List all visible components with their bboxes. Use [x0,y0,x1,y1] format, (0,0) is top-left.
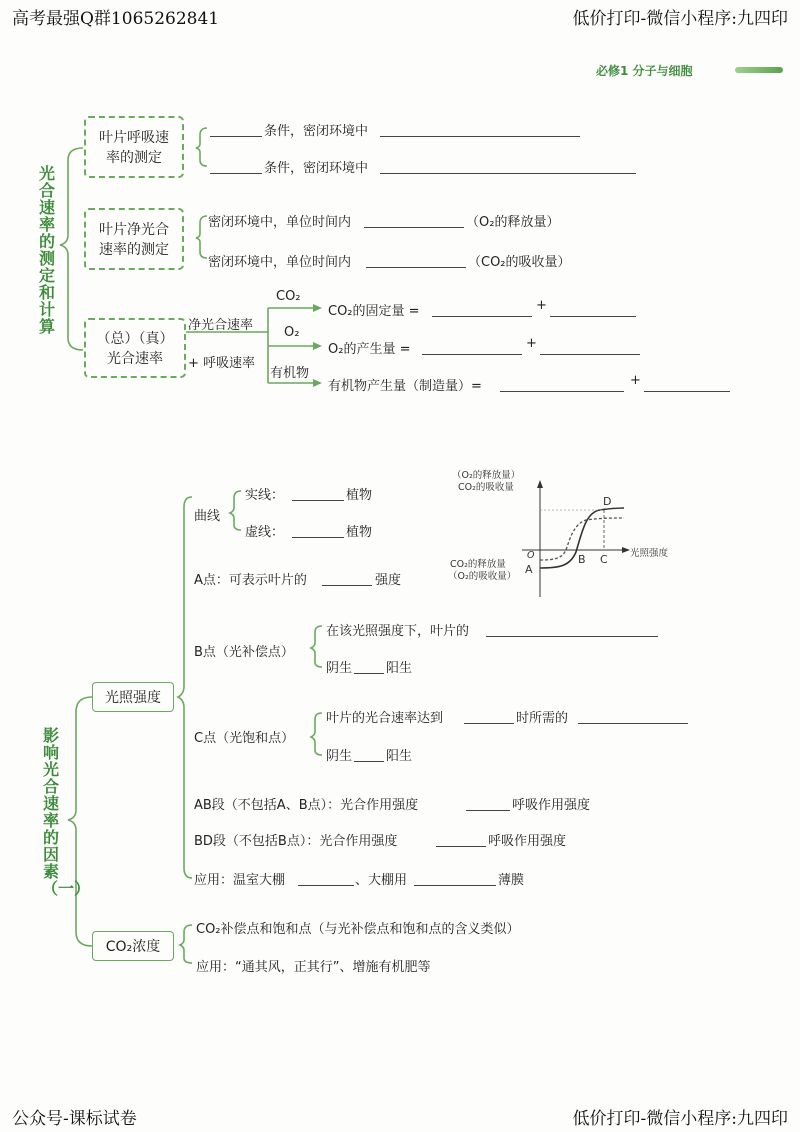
plus: + [630,373,641,388]
resp-line-1: 条件，密闭环境中 [264,124,369,139]
net-line-1: 密闭环境中，单位时间内 [208,215,352,230]
curve-label: 曲线 [194,509,221,524]
co2-line-1: CO₂补偿点和饱和点（与光补偿点和饱和点的含义类似） [196,922,520,937]
c-shade: 阴生 [326,749,353,764]
branch-o2: O₂ [284,325,300,340]
book-tag: 必修1 分子与细胞 [596,64,693,78]
ab-segment-suffix: 呼吸作用强度 [512,798,591,813]
total-rate-box: （总）（真） 光合速率 [84,318,186,378]
application-mid: 、大棚用 [355,873,408,888]
chart-origin: O [527,550,535,561]
footer-right: 低价打印-微信小程序:九四印 [572,1109,788,1129]
section1-title: 光合速率的测定和计算 [38,164,55,336]
chart-point-b: B [578,553,586,566]
result-co2: CO₂的固定量 = [328,304,420,319]
section2-title: 影响光合速率的因素（一） [42,726,91,898]
branch-organic: 有机物 [270,366,310,381]
footer-left: 公众号-课标试卷 [12,1109,137,1129]
c-line-1: 叶片的光合速率达到 [326,711,444,726]
ab-segment: AB段（不包括A、B点）：光合作用强度 [194,798,419,813]
dashed-line-label: 虚线： [245,525,285,540]
co2-line-2: 应用：“通其风，正其行”、增施有机肥等 [196,960,431,975]
chart-y-top-1: （O₂的释放量） [452,470,521,481]
application-suffix: 薄膜 [498,873,525,888]
net-rate-box: 叶片净光合 速率的测定 [84,208,184,270]
net-line-2: 密闭环境中，单位时间内 [208,255,352,270]
c-sun: 阳生 [386,749,413,764]
plus: + [536,298,547,313]
a-point-suffix: 强度 [375,573,402,588]
result-o2: O₂的产生量 = [328,342,411,357]
plus-resp-label: + 呼吸速率 [188,356,256,371]
bd-segment: BD段（不包括B点）：光合作用强度 [194,834,398,849]
application-label: 应用：温室大棚 [194,873,286,888]
plant-label: 植物 [346,488,373,503]
plus: + [526,336,537,351]
solid-line-label: 实线： [245,488,285,503]
result-organic: 有机物产生量（制造量）= [328,379,482,394]
chart-y-top-2: CO₂的吸收量 [458,482,514,493]
chart-point-c: C [600,553,608,566]
net-note-1: （O₂的释放量） [466,215,560,230]
bd-segment-suffix: 呼吸作用强度 [488,834,567,849]
branch-co2: CO₂ [276,289,301,304]
resp-rate-box: 叶片呼吸速 率的测定 [84,116,184,178]
light-intensity-box: 光照强度 [92,682,174,712]
co2-concentration-box: CO₂浓度 [92,931,174,961]
a-point-label: A点：可表示叶片的 [194,573,307,588]
resp-line-2: 条件，密闭环境中 [264,161,369,176]
header-left: 高考最强Q群1065262841 [12,9,220,29]
chart-y-bottom-1: CO₂的释放量 [450,559,506,570]
header-right: 低价打印-微信小程序:九四印 [572,9,788,29]
chart-y-bottom-2: （O₂的吸收量） [448,571,517,582]
y-axis-arrow [537,480,543,488]
plant-label: 植物 [346,525,373,540]
b-shade: 阴生 [326,661,353,676]
b-sun: 阳生 [386,661,413,676]
chart-x-label: 光照强度 [630,548,669,559]
chart-point-d: D [603,495,612,508]
c-line-1b: 时所需的 [516,711,569,726]
chart-point-a: A [525,563,533,576]
net-note-2: （CO₂的吸收量） [468,255,571,270]
b-point-label: B点（光补偿点） [194,645,294,660]
b-line-1: 在该光照强度下，叶片的 [326,624,470,639]
c-point-label: C点（光饱和点） [194,731,295,746]
net-rate-label: 净光合速率 [188,318,254,333]
x-axis-arrow [622,547,630,553]
